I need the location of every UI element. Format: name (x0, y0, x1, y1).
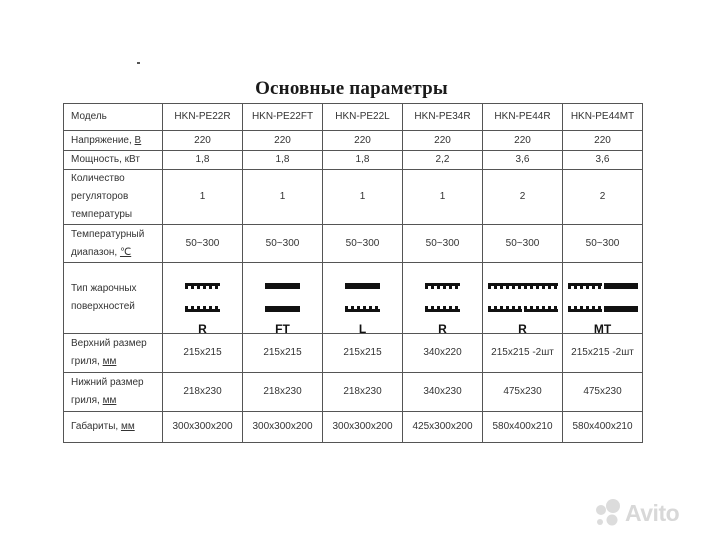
model-cell: HKN-PE22FT (243, 104, 323, 131)
row-label-dimensions: Габариты, мм (64, 412, 163, 443)
table-cell: 218x230 (243, 373, 323, 412)
table-row (64, 104, 643, 131)
table-cell: 50~300 (323, 225, 403, 263)
top-plate-flat-icon (604, 306, 638, 312)
spec-table (63, 103, 643, 443)
surface-cell: R (163, 263, 243, 334)
table-cell: 215x215 -2шт (563, 334, 643, 373)
table-cell: 220 (243, 131, 323, 151)
table-row (64, 373, 643, 412)
table-cell: 215x215 (323, 334, 403, 373)
table-cell: 215x215 -2шт (483, 334, 563, 373)
table-cell: 50~300 (243, 225, 323, 263)
surface-cell: L (323, 263, 403, 334)
top-plate-ribbed-icon (488, 306, 522, 312)
table-cell: 2 (483, 170, 563, 225)
model-cell: HKN-PE34R (403, 104, 483, 131)
table-cell: 3,6 (563, 151, 643, 170)
table-cell: 300x300x200 (243, 412, 323, 443)
table-row (64, 151, 643, 170)
avito-logo-icon (592, 497, 624, 529)
top-plate-ribbed-icon (425, 306, 460, 312)
table-cell: 220 (563, 131, 643, 151)
row-label-regulators: Количество регуляторов температуры (64, 170, 163, 225)
table-row (64, 225, 643, 263)
table-cell: 1 (403, 170, 483, 225)
table-cell: 1,8 (163, 151, 243, 170)
table-cell: 50~300 (163, 225, 243, 263)
table-cell: 218x230 (323, 373, 403, 412)
watermark-text: Avito (625, 500, 680, 526)
top-plate-ribbed-icon (524, 306, 558, 312)
table-cell: 218x230 (163, 373, 243, 412)
top-plate-ribbed-icon (185, 306, 220, 312)
table-cell: 215x215 (243, 334, 323, 373)
table-row (64, 131, 643, 151)
table-row (64, 170, 643, 225)
table-cell: 300x300x200 (163, 412, 243, 443)
row-label-lower-size: Нижний размер гриля, мм (64, 373, 163, 412)
page-title: Основные параметры (255, 78, 448, 99)
bottom-plate-ribbed-icon (568, 283, 602, 289)
table-row (64, 334, 643, 373)
table-cell: 1 (323, 170, 403, 225)
table-cell: 425x300x200 (403, 412, 483, 443)
model-cell: HKN-PE22L (323, 104, 403, 131)
model-cell: HKN-PE22R (163, 104, 243, 131)
bottom-plate-flat-icon (604, 283, 638, 289)
table-cell: 1,8 (323, 151, 403, 170)
table-cell: 300x300x200 (323, 412, 403, 443)
bottom-plate-ribbed-icon (425, 283, 460, 289)
table-cell: 50~300 (403, 225, 483, 263)
model-cell: HKN-PE44MT (563, 104, 643, 131)
table-cell: 220 (163, 131, 243, 151)
table-cell: 2 (563, 170, 643, 225)
table-cell: 1 (243, 170, 323, 225)
table-cell: 220 (403, 131, 483, 151)
row-label-temp-range: Температурный диапазон, ℃ (64, 225, 163, 263)
table-cell: 1 (163, 170, 243, 225)
row-label-upper-size: Верхний размер гриля, мм (64, 334, 163, 373)
table-cell: 580x400x210 (483, 412, 563, 443)
table-cell: 475x230 (483, 373, 563, 412)
bottom-plate-ribbed-icon (185, 283, 220, 289)
surface-cell: R (403, 263, 483, 334)
table-row (64, 412, 643, 443)
bottom-plate-flat-icon (265, 283, 300, 289)
top-plate-flat-icon (265, 306, 300, 312)
table-cell: 340x230 (403, 373, 483, 412)
table-cell: 475x230 (563, 373, 643, 412)
row-label-voltage: Напряжение, В (64, 131, 163, 151)
row-label-surface-type: Тип жарочных поверхностей (64, 263, 163, 334)
table-cell: 580x400x210 (563, 412, 643, 443)
table-cell: 220 (323, 131, 403, 151)
row-label-power: Мощность, кВт (64, 151, 163, 170)
table-cell: 220 (483, 131, 563, 151)
avito-watermark (592, 497, 694, 531)
bottom-plate-flat-icon (345, 283, 380, 289)
top-plate-ribbed-icon (345, 306, 380, 312)
model-cell: HKN-PE44R (483, 104, 563, 131)
table-cell: 50~300 (563, 225, 643, 263)
bottom-plate-ribbed-icon (488, 283, 558, 289)
surface-cell: R (483, 263, 563, 334)
row-label-model: Модель (64, 104, 163, 131)
top-plate-ribbed-icon (568, 306, 602, 312)
table-row (64, 263, 643, 334)
surface-cell: FT (243, 263, 323, 334)
table-cell: 50~300 (483, 225, 563, 263)
table-cell: 2,2 (403, 151, 483, 170)
table-cell: 340x220 (403, 334, 483, 373)
surface-cell: MT (563, 263, 643, 334)
table-cell: 215x215 (163, 334, 243, 373)
stray-mark (137, 62, 140, 64)
table-cell: 1,8 (243, 151, 323, 170)
table-cell: 3,6 (483, 151, 563, 170)
